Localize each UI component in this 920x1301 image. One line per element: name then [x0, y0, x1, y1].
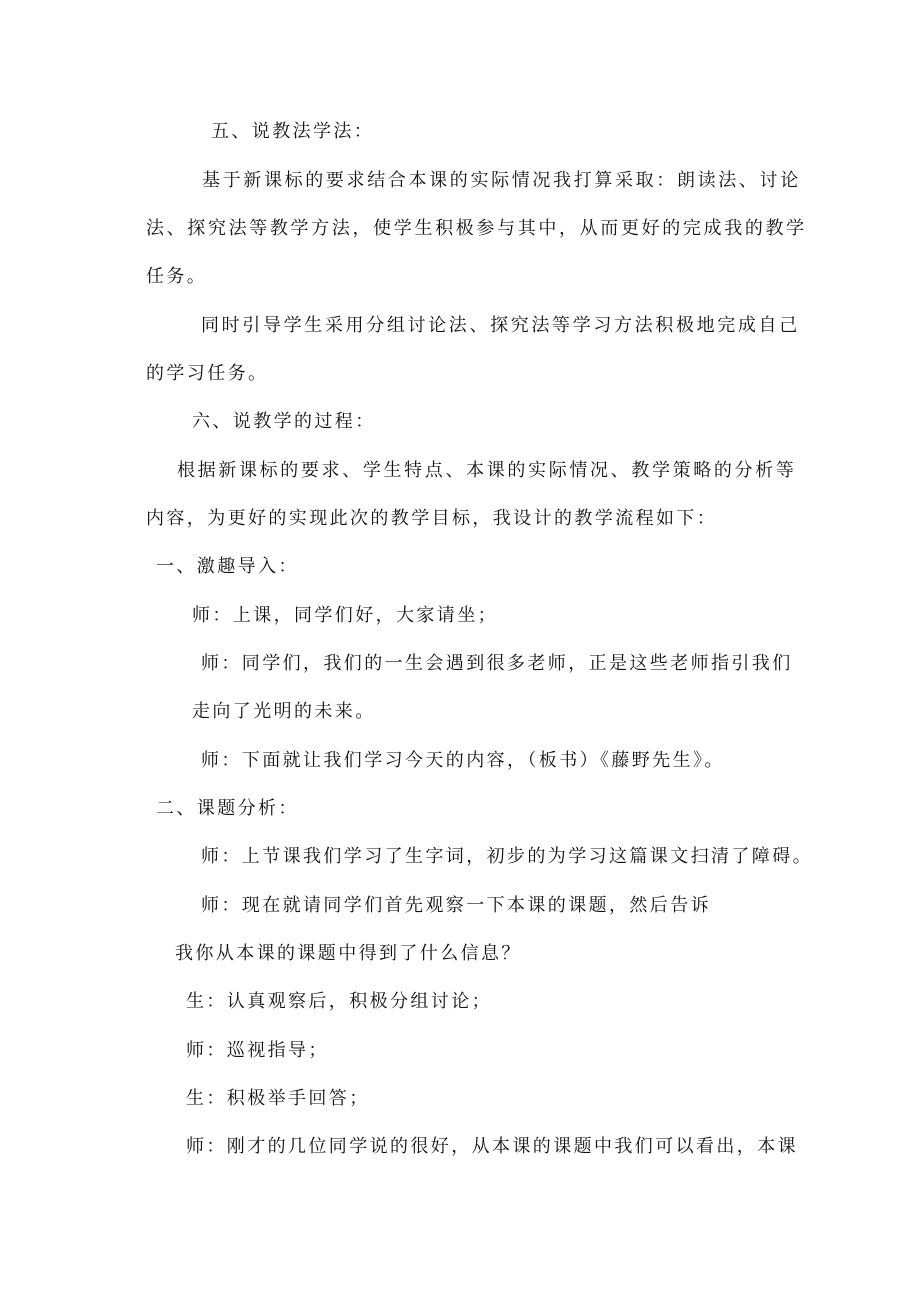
step-heading-introduction: 一、激趣导入：: [156, 556, 299, 577]
paragraph-line: 法、探究法等教学方法，使学生积极参与其中，从而更好的完成我的教学: [146, 218, 807, 239]
dialogue-line: 师：现在就请同学们首先观察一下本课的课题，然后告诉: [201, 895, 711, 916]
dialogue-line: 走向了光明的未来。: [192, 701, 376, 722]
paragraph-line: 内容，为更好的实现此次的教学目标，我设计的教学流程如下：: [146, 508, 718, 529]
dialogue-line: 师：下面就让我们学习今天的内容，（板书）《藤野先生》。: [201, 750, 725, 771]
dialogue-line: 师：上节课我们学习了生字词，初步的为学习这篇课文扫清了障碍。: [201, 846, 813, 867]
step-heading-title-analysis: 二、课题分析：: [156, 798, 299, 819]
paragraph-line: 基于新课标的要求结合本课的实际情况我打算采取：朗读法、讨论: [202, 170, 801, 191]
paragraph-line: 同时引导学生采用分组讨论法、探究法等学习方法积极地完成自己: [201, 315, 800, 336]
dialogue-line: 师：巡视指导；: [186, 1040, 329, 1061]
paragraph-line: 根据新课标的要求、学生特点、本课的实际情况、教学策略的分析等: [177, 460, 797, 481]
paragraph-line: 任务。: [146, 266, 208, 287]
dialogue-line: 生：认真观察后，积极分组讨论；: [186, 991, 492, 1012]
paragraph-line: 的学习任务。: [146, 363, 269, 384]
dialogue-line: 师：同学们，我们的一生会遇到很多老师，正是这些老师指引我们: [201, 653, 793, 674]
dialogue-line: 师：上课，同学们好，大家请坐；: [192, 605, 498, 626]
dialogue-line: 师：刚才的几位同学说的很好，从本课的课题中我们可以看出，本课: [186, 1136, 798, 1157]
dialogue-line: 我你从本课的课题中得到了什么信息？: [175, 943, 522, 964]
section-heading-teaching-process: 六、说教学的过程：: [192, 411, 376, 432]
dialogue-line: 生：积极举手回答；: [186, 1088, 370, 1109]
section-heading-teaching-methods: 五、说教法学法：: [211, 121, 375, 142]
